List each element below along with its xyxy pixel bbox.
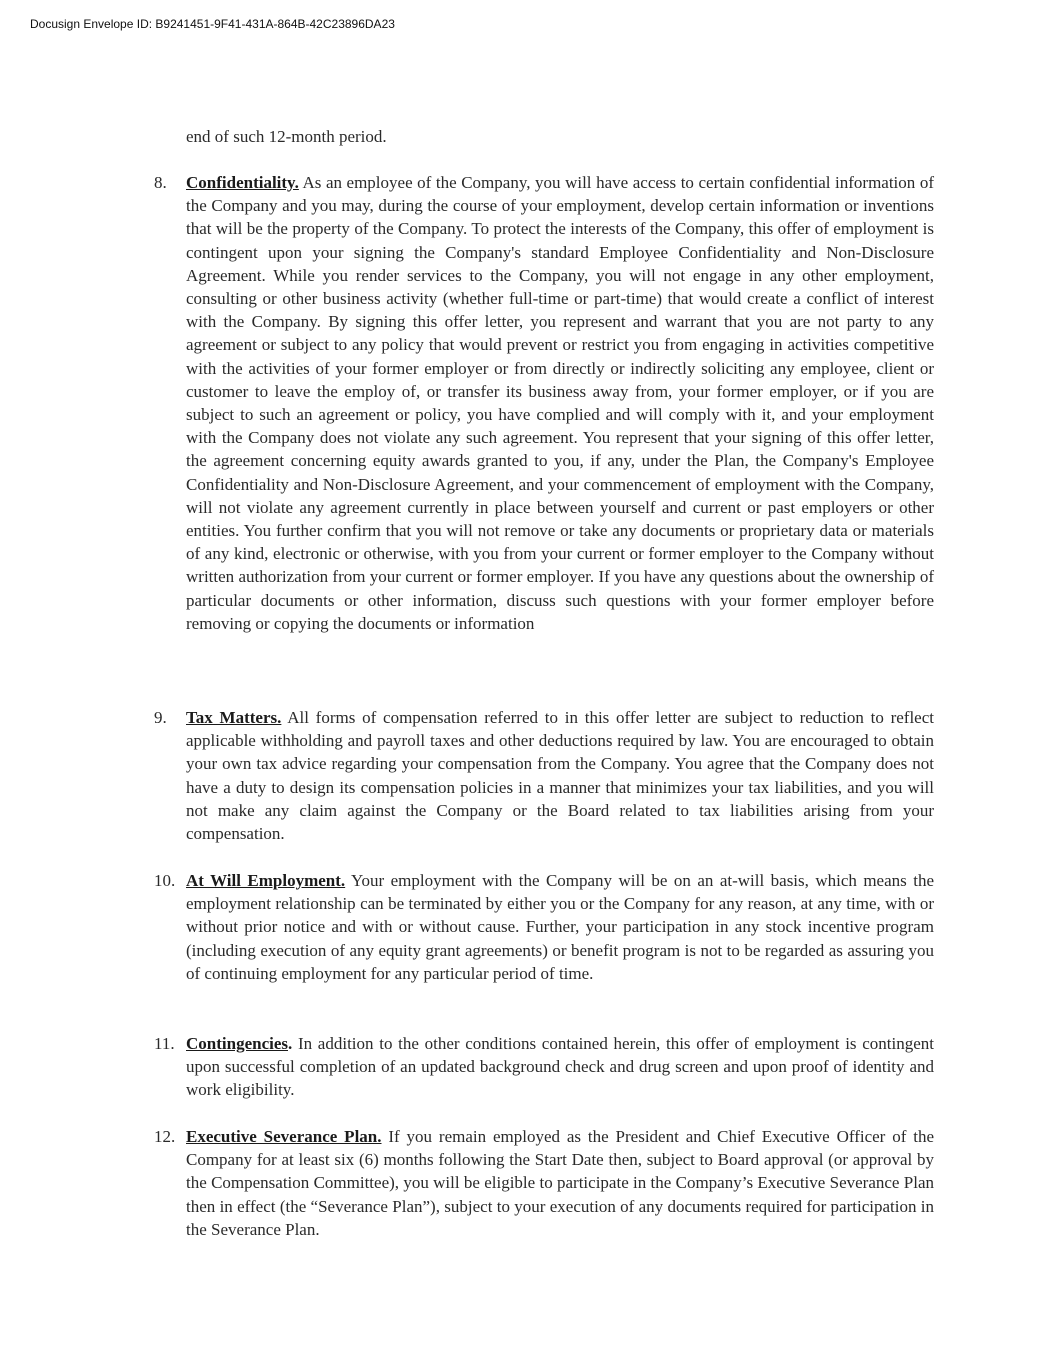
section-number: 12. <box>154 1127 176 1146</box>
section-heading: Executive Severance Plan. <box>186 1127 382 1146</box>
section-heading: At Will Employment. <box>186 871 346 890</box>
section-body: In addition to the other conditions contained herein, this offer of employment is contingent upon successful completion of an updated background check and drug screen and upon proof of identity and work eligibility. <box>186 1034 934 1100</box>
section-number: 11. <box>154 1034 175 1053</box>
section-number: 10. <box>154 871 176 890</box>
section-heading-suffix: . <box>288 1034 293 1053</box>
section-tax-matters <box>154 706 934 845</box>
section-number: 9. <box>154 708 167 727</box>
continued-paragraph: end of such 12-month period. <box>186 127 387 146</box>
docusign-envelope-id: Docusign Envelope ID: B9241451-9F41-431A-864B-42C23896DA23 <box>30 17 395 31</box>
section-body: Your employment with the Company will be on an at-will basis, which means the employment relationship can be terminated by either you or the Company for any reason, at any time, with or without prior notice and with or without cause. Further, your participation in any stock incentive program (including execution of any equity grant agreements) or benefit program is not to be regarded as assuring you of continuing employment for any particular period of time. <box>186 871 934 983</box>
section-heading: Confidentiality. <box>186 173 299 192</box>
section-body: As an employee of the Company, you will have access to certain confidential information of the Company and you may, during the course of your employment, develop certain information or inventions that will be the property of the Company. To protect the interests of the Company, this offer of employment is contingent upon your signing the Company's standard Employee Confidentiality and Non-Disclosure Agreement. While you render services to the Company, you will not engage in any other employment, consulting or other business activity (whether full-time or part-time) that would create a conflict of interest with the Company. By signing this offer letter, you represent and warrant that you are not party to any agreement or subject to any policy that would prevent or restrict you from engaging in activities competitive with the activities of your former employer or from directly or indirectly soliciting any employee, client or customer to leave the employ of, or transfer its business away from, your former employer, or if you are subject to such an agreement or policy, you have complied and will comply with it, and your employment with the Company does not violate any such agreement. You represent that your signing of this offer letter, the agreement concerning equity awards granted to you, if any, under the Plan, the Company's Employee Confidentiality and Non-Disclosure Agreement, and your commencement of employment with the Company, will not violate any agreement currently in place between yourself and current or past employers or other entities. You further confirm that you will not remove or take any documents or proprietary data or materials of any kind, electronic or otherwise, with you from your current or former employer to the Company without written authorization from your current or former employer. If you have any questions about the ownership of particular documents or other information, discuss such questions with your former employer before removing or copying the documents or information <box>186 173 934 633</box>
section-body: All forms of compensation referred to in this offer letter are subject to reduction to reflect applicable withholding and payroll taxes and other deductions required by law. You are encouraged to obtain your own tax advice regarding your compensation from the Company. You agree that the Company does not have a duty to design its compensation policies in a manner that minimizes your tax liabilities, and you will not make any claim against the Company or the Board related to tax liabilities arising from your compensation. <box>186 708 934 844</box>
section-heading: Contingencies <box>186 1034 288 1053</box>
section-confidentiality <box>154 171 934 635</box>
section-at-will-employment <box>154 869 934 985</box>
section-number: 8. <box>154 173 167 192</box>
section-heading: Tax Matters. <box>186 708 282 727</box>
section-contingencies <box>154 1032 934 1102</box>
section-body: If you remain employed as the President and Chief Executive Officer of the Company for at least six (6) months following the Start Date then, subject to Board approval (or approval by the Compensation Committee), you will be eligible to participate in the Company’s Executive Severance Plan then in effect (the “Severance Plan”), subject to your execution of any documents required for participation in the Severance Plan. <box>186 1127 935 1239</box>
section-executive-severance-plan <box>154 1125 935 1241</box>
